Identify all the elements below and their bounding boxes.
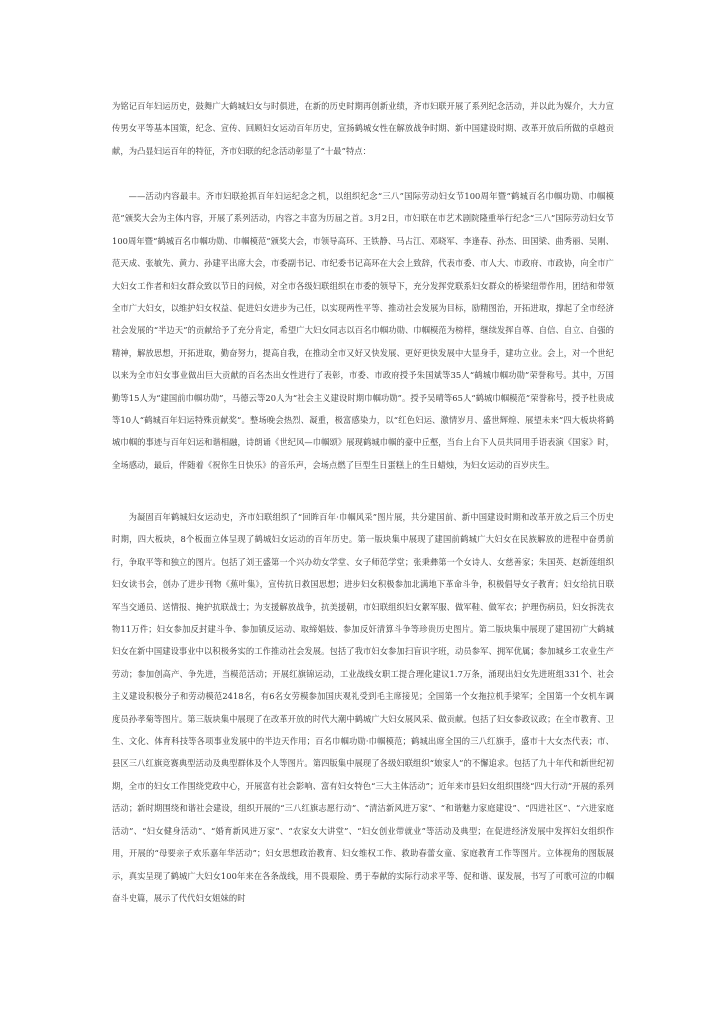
content-richest-paragraph xyxy=(112,185,614,476)
photo-exhibition-paragraph-text: 为凝固百年鹤城妇女运动史，齐市妇联组织了“回眸百年·巾帼风采”图片展，共分建国前、新中国建设时期和改革开放之后三个历史时期，四大板块，8个板面立体呈现了鹤城妇女运动的百年历史。第一版块集中展现了建国前鹤城广大妇女在民族解放的进程中奋勇前行，争取平等和独立的图片。包括了刘王盛第一个兴办幼女学堂、女子师范学堂；张秉彝第一个女诗人、女慈善家；朱国英、赵新莲组织妇女读书会，创办了进步刊物《蕉叶集》，宣传抗日救国思想；进步妇女积极参加北满地下革命斗争，积极倡导女子教育；妇女给抗日联军当交通员、送情报、掩护抗联战士；为支援解放战争，抗美援朝，市妇联组织妇女絮军服、做军鞋、做军衣；护理伤病员，妇女拆洗衣物11万件；妇女参加反封建斗争、参加镇反运动、取缔娼妓、参加反奸清算斗争等珍贵历史图片。第二版块集中展现了建国初广大鹤城妇女在新中国建设事业中以积极务实的工作推动社会发展。包括了我市妇女参加扫盲识字班，动员参军、拥军优属；参加城乡工农业生产劳动；参加创高产、争先进，当模范活动；开展红旗锦运动，工业战线女职工提合理化建议1.7万条，涌现出妇女先进班组331个、社会主义建设积极分子和劳动模范2418名，有6名女劳模参加国庆观礼受到毛主席接见；全国第一个女拖拉机手梁军；全国第一个女机车调度员孙孝菊等图片。第三版块集中展现了在改革开放的时代大潮中鹤城广大妇女展风采、做贡献。包括了妇女参政议政；在全市教育、卫生、文化、体育科技等各项事业发展中的半边天作用；百名巾帼功勋·巾帼模范；鹤城出席全国的三八红旗手，盛市十大女杰代表；市、县区三八红旗竞赛典型活动及典型群体及个人等图片。第四版集中展现了各级妇联组织“娘家人”的不懈追求。包括了九十年代和新世纪初期，全市的妇女工作围绕党政中心，开展富有社会影响、富有妇女特色“三大主体活动”；近年来市县妇女组织围绕“四大行动”开展的系列活动；新时期围绕和谐社会建设，组织开展的“三八红旗志愿行动”、“清洁新风进万家”、“和谐魅力家庭建设”、“四进社区”、“六进家庭活动”、“妇女健身活动”、“婚育新风进万家”、“农家女大讲堂”、“妇女创业带就业”等活动及典型；在促进经济发展中发挥妇女组织作用，开展的“母要亲子欢乐嘉年华活动”；妇女思想政治教育、妇女维权工作、救助春蕾女童、家庭教育工作等图片。立体视角的图版展示，真实呈现了鹤城广大妇女100年来在各条战线，用不畏艰险、勇于奉献的实际行动求平等、促和谐、谋发展，书写了可歌可泣的巾帼奋斗史篇，展示了代代妇女姐妹的时 xyxy=(112,512,614,903)
intro-paragraph-text: 为铭记百年妇运历史，鼓舞广大鹤城妇女与时俱进，在新的历史时期再创新业绩，齐市妇联开展了系列纪念活动，并以此为媒介，大力宣传男女平等基本国策，纪念、宣传、回顾妇女运动百年历史，宣扬鹤城女性在解放战争时期、新中国建设时期、改革开放后所做的卓越贡献，为凸显妇运百年的特征，齐市妇联的纪念活动彰显了“十最”特点： xyxy=(112,101,614,156)
content-richest-paragraph-text: ——活动内容最丰。齐市妇联抢抓百年妇运纪念之机，以组织纪念“三八”国际劳动妇女节100周年暨“鹤城百名巾帼功勋、巾帼模范”颁奖大会为主体内容，开展了系列活动，内容之丰富为历届之首。3月2日，市妇联在市艺术剧院隆重举行纪念“三八”国际劳动妇女节100周年暨“鹤城百名巾帼功勋、巾帼模范”颁奖大会，市领导高环、王铁静、马占江、邓晓军、李逢春、孙杰、田国梁、曲秀丽、吴刚、范天成、张敏先、黄力、孙建平出席大会，市委副书记、市纪委书记高环在大会上致辞，代表市委、市人大、市政府、市政协，向全市广大妇女工作者和妇女群众致以节日的问候，对全市各级妇联组织在市委的领导下，充分发挥党联系妇女群众的桥梁纽带作用，团结和带领全市广大妇女，以维护妇女权益、促进妇女进步为己任，以实现两性平等、推动社会发展为目标，励精图治，开拓进取，撑起了全市经济社会发展的“半边天”的贡献给予了充分肯定，希望广大妇女同志以百名巾帼功勋、巾帼模范为榜样，继续发挥自尊、自信、自立、自强的精神，解放思想，开拓进取，勤奋努力，提高自我，在推动全市又好又快发展、更好更快发展中大显身手，建功立业。会上，对一个世纪以来为全市妇女事业做出巨大贡献的百名杰出女性进行了表彰，市委、市政府授予朱国斌等35人“鹤城巾帼功勋”荣誉称号。其中，万国勤等15人为“建国前巾帼功勋”，马德云等20人为“社会主义建设时期巾帼功勋”。授予吴晴等65人“鹤城巾帼模范”荣誉称号，授予杜贵成等10人“鹤城百年妇运特殊贡献奖”。整场晚会热烈、凝重，极富感染力，以“红色妇运、激情岁月、盛世辉煌、展望未来”四大板块将鹤城巾帼的事迹与百年妇运和谐相融，诗朗诵《世纪风—巾帼颂》展现鹤城巾帼的豪中丘壑，当台上台下人员共同用手语表演《国家》时，全场感动，最后，伴随着《祝你生日快乐》的音乐声，会场点燃了巨型生日蛋糕上的生日蜡烛，为妇女运动的百岁庆生。 xyxy=(112,191,614,470)
intro-paragraph xyxy=(112,95,614,162)
photo-exhibition-paragraph xyxy=(112,506,614,909)
